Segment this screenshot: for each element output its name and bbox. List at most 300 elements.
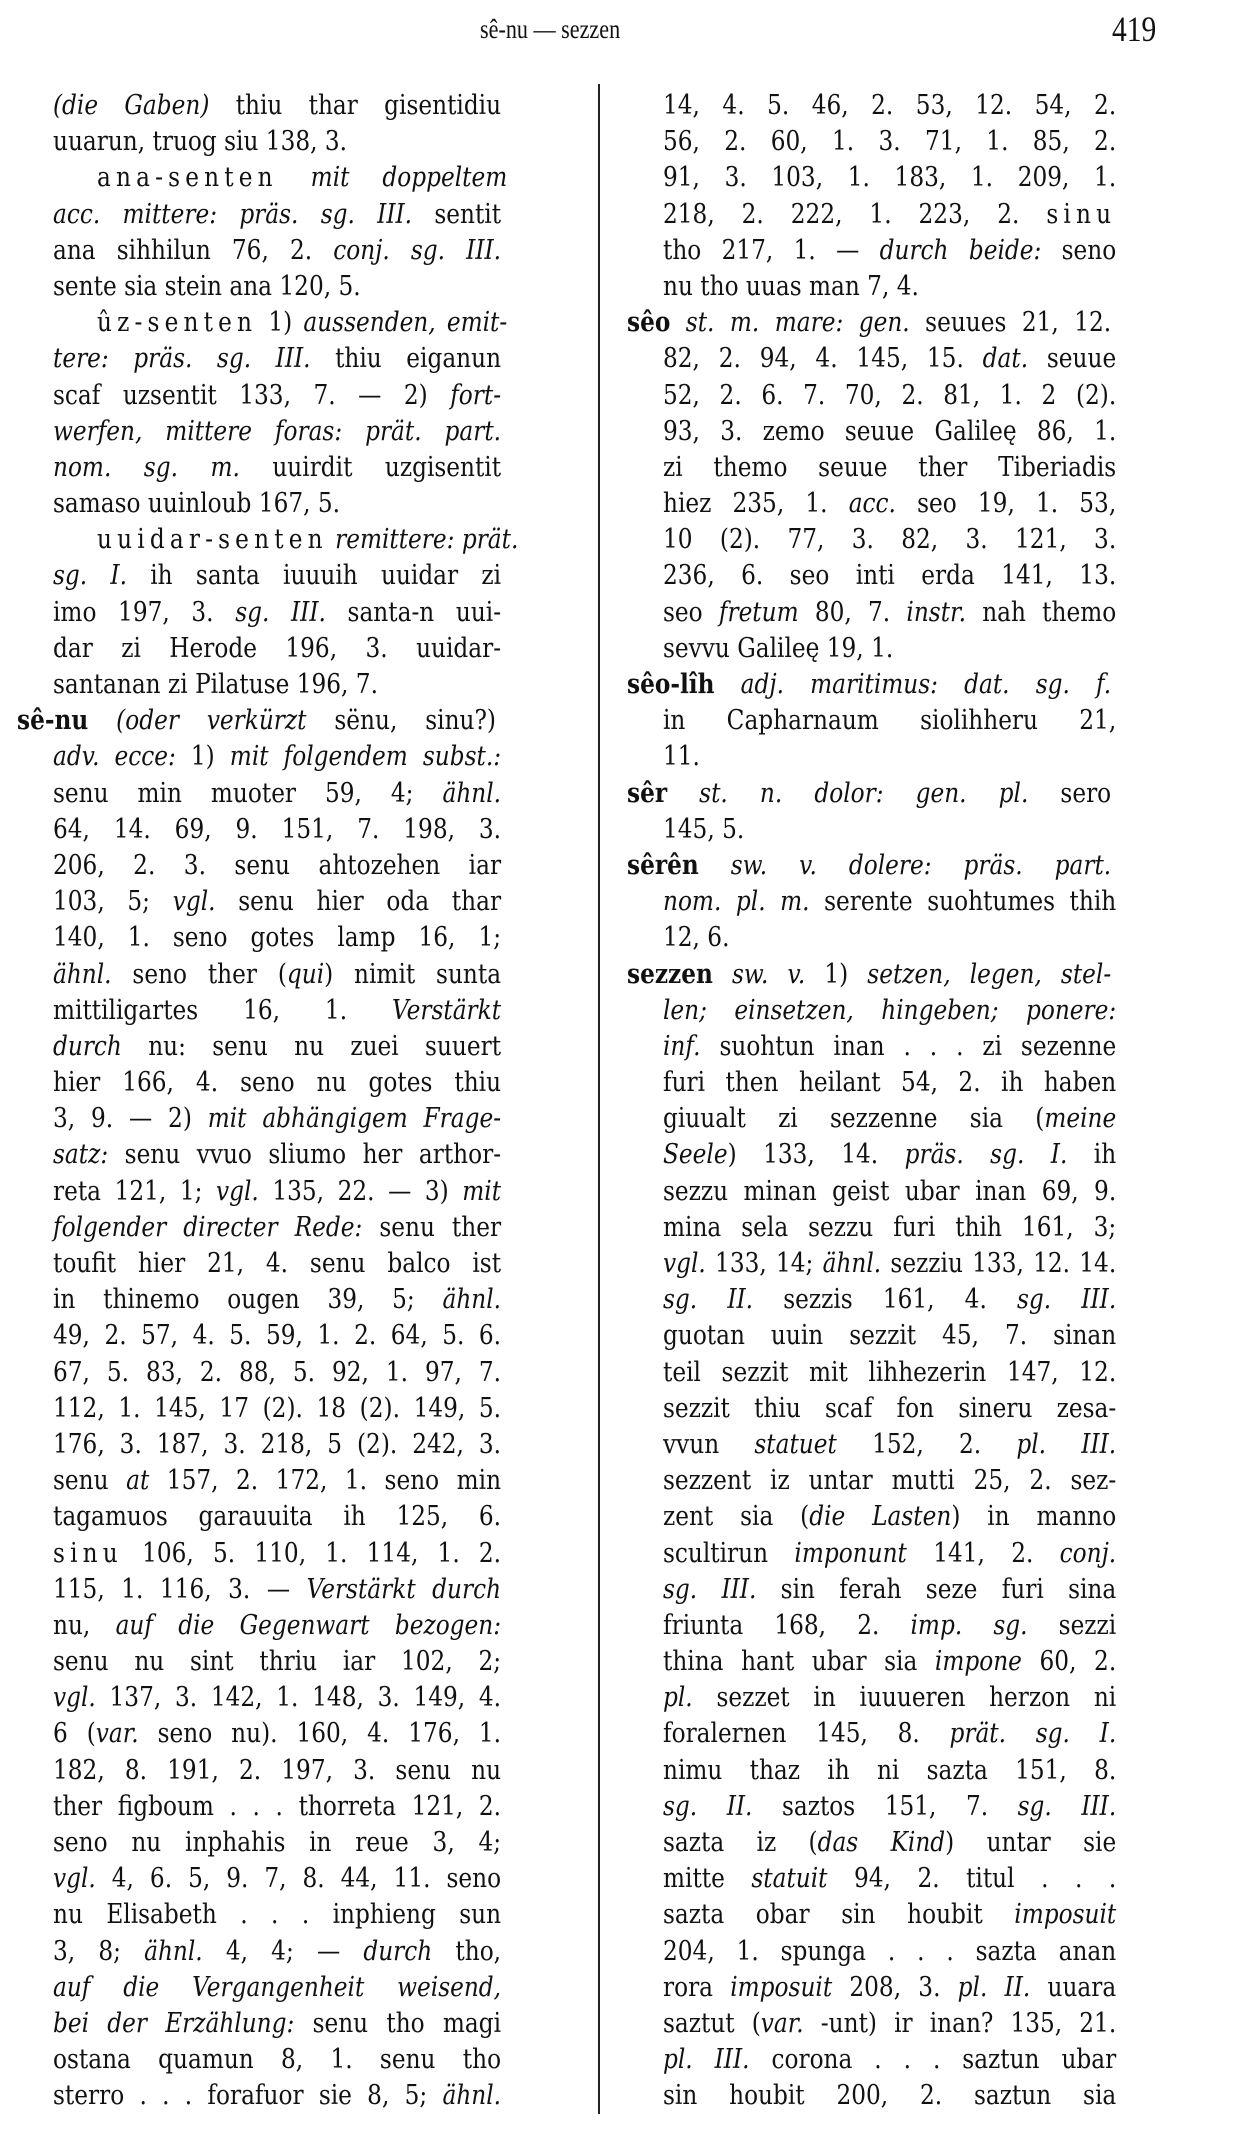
entry-line — [627, 1463, 1190, 1499]
line-text — [663, 884, 1116, 920]
grammar-note: pl. — [663, 1682, 693, 1714]
citation-text: sero — [1060, 777, 1112, 809]
entry-line — [17, 414, 574, 450]
grammar-note: Verstärkt — [391, 994, 502, 1026]
grammar-note: mit folgendem subst.: — [229, 741, 502, 773]
line-text — [53, 1282, 501, 1318]
line-text — [53, 414, 501, 450]
line-text — [663, 233, 1116, 269]
entry-line — [17, 1789, 574, 1825]
citation-text: 176, 3. 187, 3. 218, 5 (2). 242, 3. — [53, 1428, 502, 1460]
line-text — [663, 378, 1116, 414]
entry-line — [627, 1825, 1190, 1861]
entry-line — [627, 2078, 1190, 2114]
entry-line — [627, 920, 1190, 956]
citation-text: 64, 14. 69, 9. 151, 7. 198, 3. — [53, 813, 502, 845]
grammar-note: var. — [760, 2007, 804, 2039]
line-text — [53, 595, 501, 631]
line-text — [663, 703, 1116, 739]
citation-text: sazta iz ( — [663, 1827, 818, 1858]
line-text — [663, 341, 1116, 377]
entry-line — [627, 1101, 1190, 1137]
entry-line — [17, 1463, 574, 1499]
citation-text: santa-n uui- — [347, 596, 502, 628]
citation-text: vvun — [663, 1428, 720, 1460]
grammar-note: prät. sg. I. — [949, 1718, 1117, 1750]
citation-text: ) in manno — [951, 1501, 1117, 1533]
entry-line — [627, 631, 1190, 667]
grammar-note: sg. III. — [235, 596, 326, 628]
entry-line — [627, 993, 1190, 1029]
spaced-form: uuidar-senten — [97, 524, 328, 556]
entry-line — [627, 1391, 1190, 1427]
citation-text: zi themo seuue ther Tiberiadis — [663, 451, 1117, 483]
grammar-note: sw. v. dolere: präs. part. — [730, 849, 1112, 881]
grammar-note: ähnl. — [822, 1248, 882, 1279]
line-text — [53, 631, 501, 667]
entry-line — [17, 1970, 574, 2006]
citation-text: suohtun inan . . . zi sezenne — [719, 1030, 1117, 1062]
headword: sêrên — [627, 849, 699, 881]
entry-line — [17, 88, 574, 124]
citation-text: scultirun — [663, 1537, 769, 1569]
citation-text: 182, 8. 191, 2. 197, 3. senu nu — [53, 1754, 502, 1786]
entry-line — [627, 1499, 1190, 1535]
line-text — [53, 1355, 501, 1391]
entry-line — [627, 595, 1190, 631]
citation-text: in thinemo ougen 39, 5; — [53, 1284, 415, 1316]
citation-text: uuirdit uzgisentit — [272, 451, 502, 483]
line-text — [663, 1029, 1116, 1065]
citation-text: 11. — [663, 741, 700, 773]
line-text — [53, 2042, 501, 2078]
citation-text: friunta 168, 2. — [663, 1609, 880, 1641]
entry-line — [627, 1680, 1190, 1716]
citation-text: zent sia ( — [663, 1501, 810, 1533]
grammar-note: adv. ecce: — [53, 741, 176, 773]
citation-text: nu: senu nu zuei suuert — [148, 1030, 502, 1062]
grammar-note: durch beide: — [879, 234, 1042, 266]
right-column — [627, 88, 1190, 2115]
line-text — [53, 1608, 501, 1644]
entry-line — [17, 1174, 574, 1210]
grammar-note: var. — [95, 1718, 139, 1750]
grammar-note: impone — [934, 1646, 1022, 1678]
entry-line — [17, 1608, 574, 1644]
citation-text: -unt) ir inan? 135, 21. — [820, 2007, 1117, 2039]
line-text — [663, 558, 1116, 594]
grammar-note: auf die Vergangenheit weisend, — [53, 1971, 502, 2003]
line-text — [663, 1536, 1116, 1572]
line-text — [53, 884, 501, 920]
citation-text: sente sia stein ana 120, 5. — [53, 270, 361, 302]
grammar-note: durch — [53, 1030, 122, 1062]
line-text — [53, 848, 501, 884]
line-text — [627, 957, 1111, 993]
line-text — [663, 1753, 1116, 1789]
entry-line — [627, 1137, 1190, 1173]
line-text — [53, 269, 501, 305]
grammar-note: st. n. dolor: gen. pl. — [699, 777, 1029, 809]
citation-text: ) 133, 14. — [727, 1139, 879, 1171]
citation-text: thiu thar gisentidiu — [235, 90, 502, 121]
entry-line — [17, 1355, 574, 1391]
line-text — [53, 1716, 501, 1752]
citation-text: guotan uuin sezzit 45, 7. sinan — [663, 1320, 1117, 1352]
citation-text: imo 197, 3. — [53, 596, 214, 628]
line-text — [663, 920, 1116, 956]
grammar-note: ähnl. — [53, 958, 112, 990]
entry-line — [17, 1753, 574, 1789]
entry-line — [627, 884, 1190, 920]
citation-text: 52, 2. 6. 7. 70, 2. 81, 1. 2 (2). — [663, 379, 1117, 411]
citation-text: ) untar sie — [945, 1827, 1117, 1858]
grammar-note: sg. II. — [663, 1790, 753, 1822]
entry-line — [627, 1934, 1190, 1970]
entry-line — [627, 1861, 1190, 1897]
line-text — [53, 450, 501, 486]
citation-text: 3, 8; — [53, 1935, 121, 1967]
grammar-note: st. m. mare: gen. — [685, 307, 910, 339]
line-text — [663, 1897, 1116, 1933]
citation-text: sezzu minan geist ubar inan 69, 9. — [663, 1175, 1117, 1207]
citation-text: senu — [53, 1465, 109, 1497]
citation-text: samaso uuinloub 167, 5. — [53, 488, 341, 520]
entry-line — [627, 378, 1190, 414]
line-text — [53, 1427, 501, 1463]
headword: sêr — [627, 777, 668, 809]
grammar-note: mit abhängigem Frage- — [207, 1103, 502, 1135]
entry-headline — [627, 305, 1190, 341]
citation-text: sezzis 161, 4. — [783, 1284, 987, 1316]
entry-line — [17, 378, 574, 414]
citation-text: senu vvuo sliumo her arthor- — [124, 1139, 502, 1171]
line-text — [627, 776, 1111, 812]
entry-line — [627, 1246, 1190, 1282]
line-text — [663, 1680, 1116, 1716]
citation-text: 103, 5; — [53, 886, 151, 918]
entry-line — [17, 1499, 574, 1535]
citation-text: mina sela sezzu furi thih 161, 3; — [663, 1211, 1117, 1243]
entry-line — [627, 1174, 1190, 1210]
entry-line — [627, 1318, 1190, 1354]
grammar-note: tere: präs. sg. III. — [53, 343, 311, 375]
grammar-note: conj. sg. III. — [333, 234, 502, 266]
entry-line — [627, 1355, 1190, 1391]
entry-line — [17, 1897, 574, 1933]
entry-line — [17, 993, 574, 1029]
line-text — [663, 1318, 1116, 1354]
citation-text: uuarun, truog siu 138, 3. — [53, 126, 348, 158]
column-divider — [598, 84, 600, 2114]
line-text — [53, 1572, 501, 1608]
line-text — [53, 88, 501, 124]
entry-line — [17, 341, 574, 377]
grammar-note: imposuit — [730, 1971, 833, 2003]
entry-line — [627, 450, 1190, 486]
citation-text: senu tho magi — [312, 2007, 502, 2039]
citation-text: mitte — [663, 1863, 725, 1895]
line-text — [663, 1970, 1116, 2006]
spaced-form: ûz-senten — [97, 307, 258, 339]
line-text — [663, 631, 1116, 667]
citation-text: seo — [663, 596, 703, 628]
grammar-note: dat. — [982, 343, 1029, 375]
citation-text: 93, 3. zemo seuue Galileę 86, 1. — [663, 415, 1117, 447]
grammar-note: sg. II. — [663, 1284, 754, 1316]
line-text — [53, 957, 501, 993]
subentry-line — [17, 160, 574, 196]
grammar-note: ähnl. — [442, 2080, 502, 2112]
citation-text: tho, — [455, 1935, 502, 1967]
line-text — [663, 1789, 1116, 1825]
citation-text: santanan zi Pilatuse 196, 7. — [53, 669, 378, 700]
entry-line — [17, 884, 574, 920]
citation-text: ih santa iuuuih uuidar zi — [150, 560, 502, 592]
citation-text: seno nu inphahis in reue 3, 4; — [53, 1827, 502, 1858]
citation-text: 4, 6. 5, 9. 7, 8. 44, 11. seno — [111, 1863, 502, 1895]
grammar-note: instr. — [906, 596, 966, 628]
grammar-note: sg. III. — [663, 1573, 757, 1605]
entry-line — [17, 558, 574, 594]
entry-line — [17, 269, 574, 305]
citation-text: nu Elisabeth . . . inphieng sun — [53, 1899, 502, 1931]
citation-text: 4, 4; — — [225, 1935, 341, 1967]
citation-text: seuues 21, 12. — [925, 307, 1112, 339]
grammar-note: das Kind — [817, 1827, 946, 1858]
entry-line — [17, 1282, 574, 1318]
line-text — [53, 197, 501, 233]
line-text — [663, 812, 1116, 848]
entry-line — [627, 160, 1190, 196]
line-text — [53, 812, 501, 848]
citation-text: reta 121, 1; — [53, 1175, 203, 1207]
grammar-note: bei der Erzählung: — [53, 2007, 295, 2039]
citation-text: dar zi Herode 196, 3. uuidar- — [53, 632, 502, 664]
entry-line — [627, 1536, 1190, 1572]
entry-line — [627, 1210, 1190, 1246]
entry-line — [17, 1536, 574, 1572]
entry-line — [17, 1065, 574, 1101]
entry-line — [17, 1318, 574, 1354]
grammar-note: präs. sg. I. — [904, 1139, 1068, 1171]
line-text — [53, 1499, 501, 1535]
entry-line — [17, 1572, 574, 1608]
running-title: sê-nu — sezzen — [480, 14, 621, 44]
entry-line — [627, 739, 1190, 775]
entry-line — [627, 88, 1190, 124]
line-text — [663, 1427, 1116, 1463]
citation-text: sazta obar sin houbit — [663, 1899, 983, 1931]
line-text — [627, 305, 1111, 341]
line-text — [663, 197, 1116, 233]
entry-line — [627, 486, 1190, 522]
spaced-form: sinu — [53, 1537, 123, 1569]
line-text — [53, 341, 501, 377]
entry-line — [17, 848, 574, 884]
headword: sêo — [627, 307, 671, 339]
grammar-note: statuit — [751, 1863, 828, 1895]
line-text — [663, 2042, 1116, 2078]
grammar-note: fort- — [450, 379, 502, 411]
citation-text: 1) — [190, 741, 215, 773]
entry-line — [627, 522, 1190, 558]
line-text — [663, 1210, 1116, 1246]
left-column — [17, 88, 574, 2115]
grammar-note: sg. III. — [1016, 1284, 1117, 1316]
citation-text: 49, 2. 57, 4. 5. 59, 1. 2. 64, 5. 6. — [53, 1320, 502, 1352]
grammar-note: vgl. — [215, 1175, 259, 1207]
citation-text: sezzent iz untar mutti 25, 2. sez- — [663, 1465, 1117, 1497]
entry-headline — [627, 776, 1190, 812]
spaced-form: sinu — [1046, 198, 1117, 230]
citation-text: furi then heilant 54, 2. ih haben — [663, 1067, 1117, 1099]
citation-text: senu ther — [379, 1211, 502, 1243]
citation-text: 145, 5. — [663, 813, 745, 845]
line-text — [53, 776, 501, 812]
line-text — [663, 2078, 1116, 2114]
grammar-note: sg. III. — [1017, 1790, 1117, 1822]
citation-text: 6 ( — [53, 1718, 96, 1750]
entry-line — [17, 1137, 574, 1173]
spaced-form: ana-senten — [97, 162, 278, 194]
citation-text: 137, 3. 142, 1. 148, 3. 149, 4. — [109, 1682, 502, 1714]
grammar-note: adj. maritimus: dat. sg. f. — [740, 669, 1112, 700]
subentry-line — [17, 305, 574, 341]
grammar-note: meine — [1044, 1103, 1117, 1135]
headword: sezzen — [627, 958, 713, 990]
citation-text: ih — [1093, 1139, 1117, 1171]
entry-line — [17, 739, 574, 775]
entry-line — [627, 269, 1190, 305]
entry-line — [627, 1897, 1190, 1933]
line-text — [53, 1789, 501, 1825]
line-text — [53, 920, 501, 956]
entry-line — [17, 1391, 574, 1427]
entry-line — [17, 2006, 574, 2042]
line-text — [17, 703, 496, 739]
grammar-note: Verstärkt durch — [306, 1573, 502, 1605]
entry-line — [627, 1282, 1190, 1318]
line-text — [663, 1065, 1116, 1101]
citation-text: 141, 2. — [933, 1537, 1034, 1569]
line-text — [53, 1897, 501, 1933]
line-text — [663, 595, 1116, 631]
grammar-note: remittere: prät. — [335, 524, 519, 556]
grammar-note: vgl. — [172, 886, 216, 918]
line-text — [663, 486, 1116, 522]
citation-text: 1) — [824, 958, 849, 990]
citation-text: mittiligartes 16, 1. — [53, 994, 348, 1026]
entry-line — [627, 1065, 1190, 1101]
line-text — [97, 160, 507, 196]
citation-text: senu nu sint thriu iar 102, 2; — [53, 1646, 502, 1678]
entry-line — [17, 450, 574, 486]
citation-text: sin houbit 200, 2. saztun sia — [663, 2080, 1117, 2112]
grammar-note: acc. mittere: präs. sg. III. — [53, 198, 413, 230]
grammar-note: auf die Gegenwart bezogen: — [115, 1609, 502, 1641]
entry-line — [17, 920, 574, 956]
citation-text: sezzi — [1058, 1609, 1117, 1641]
line-text — [53, 1680, 501, 1716]
grammar-note: vgl. — [53, 1863, 96, 1895]
entry-line — [627, 341, 1190, 377]
line-text — [663, 1174, 1116, 1210]
subentry-line — [17, 522, 574, 558]
grammar-note: mit doppeltem — [310, 162, 508, 194]
line-text — [53, 558, 501, 594]
line-text — [663, 1463, 1116, 1499]
citation-text: 12, 6. — [663, 922, 730, 954]
entry-line — [17, 2042, 574, 2078]
entry-headline — [627, 957, 1190, 993]
page-header — [0, 8, 1244, 48]
line-text — [663, 1355, 1116, 1391]
citation-text: sezzit thiu scaf fon sineru zesa- — [663, 1392, 1117, 1424]
citation-text: nu, — [53, 1609, 91, 1641]
citation-text: seno — [1061, 234, 1117, 266]
citation-text: 10 (2). 77, 3. 82, 3. 121, 3. — [663, 524, 1117, 556]
entry-line — [627, 2006, 1190, 2042]
citation-text: tagamuos garauuita ih 125, 6. — [53, 1501, 502, 1533]
line-text — [53, 2078, 501, 2114]
headword: sê-nu — [17, 705, 89, 737]
line-text — [53, 1644, 501, 1680]
grammar-note: vgl. — [663, 1248, 706, 1279]
grammar-note: acc. — [848, 488, 896, 520]
line-text — [663, 1861, 1116, 1897]
line-text — [663, 1825, 1116, 1861]
entry-line — [17, 2078, 574, 2114]
line-text — [663, 1101, 1116, 1137]
citation-text: foralernen 145, 8. — [663, 1718, 920, 1750]
citation-text: seno nu). 160, 4. 176, 1. — [157, 1718, 502, 1750]
grammar-note: vgl. — [53, 1682, 96, 1714]
line-text — [53, 486, 501, 522]
entry-headline — [627, 667, 1190, 703]
grammar-note: die Lasten — [809, 1501, 952, 1533]
citation-text: 80, 7. — [814, 596, 891, 628]
citation-text: nu tho uuas man 7, 4. — [663, 270, 919, 302]
entry-line — [17, 812, 574, 848]
citation-text: 56, 2. 60, 1. 3. 71, 1. 85, 2. — [663, 126, 1117, 158]
entry-line — [17, 1029, 574, 1065]
grammar-note: imp. sg. — [910, 1609, 1028, 1641]
grammar-note: satz: — [53, 1139, 109, 1171]
line-text — [53, 1753, 501, 1789]
citation-text: 133, 14; — [715, 1248, 814, 1279]
line-text — [53, 993, 501, 1029]
line-text — [97, 305, 507, 341]
line-text — [663, 1246, 1116, 1282]
line-text — [53, 1970, 501, 2006]
line-text — [663, 1716, 1116, 1752]
line-text — [663, 522, 1116, 558]
citation-text: serente suohtumes thih — [824, 886, 1117, 918]
line-text — [663, 450, 1116, 486]
line-text — [663, 269, 1116, 305]
line-text — [53, 1463, 501, 1499]
line-text — [663, 1282, 1116, 1318]
entry-line — [17, 486, 574, 522]
citation-text: 1) — [268, 307, 293, 339]
citation-text: 106, 5. 110, 1. 114, 1. 2. — [142, 1537, 502, 1569]
grammar-note: imposuit — [1014, 1899, 1117, 1931]
entry-line — [627, 558, 1190, 594]
line-text — [663, 2006, 1116, 2042]
citation-text: 3, 9. — 2) — [53, 1103, 192, 1135]
citation-text: sentit — [434, 198, 502, 230]
